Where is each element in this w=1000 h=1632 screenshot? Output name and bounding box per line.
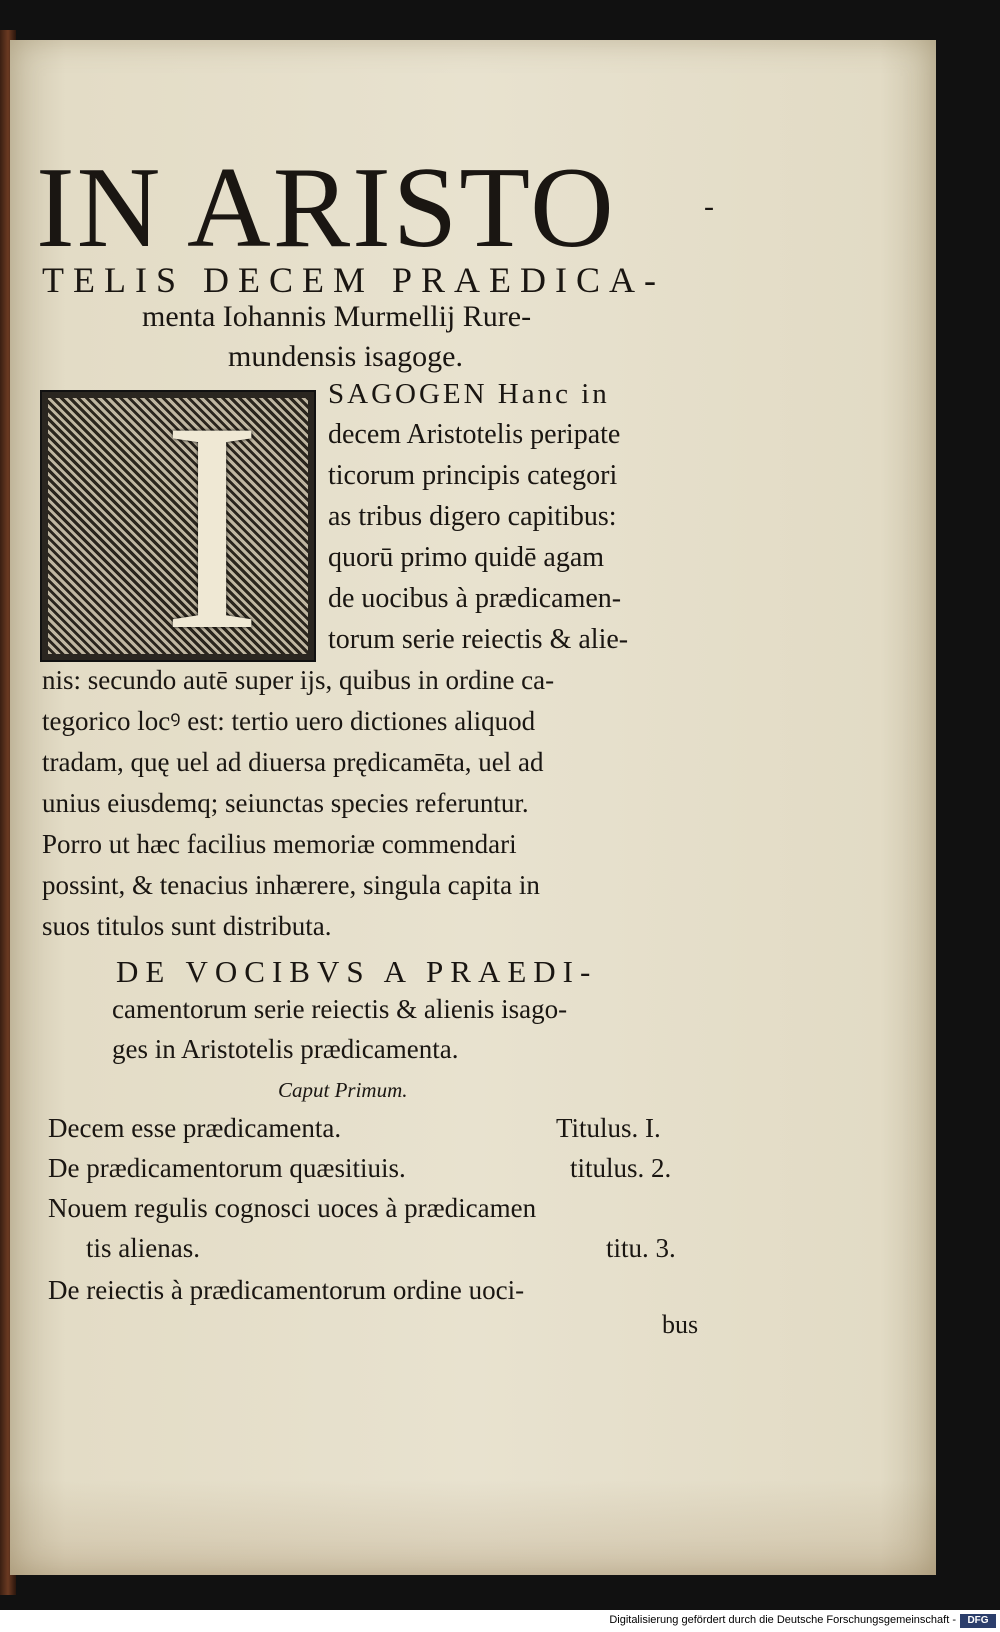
body-line: decem Aristotelis peripate: [328, 419, 621, 450]
body-line: ticorum principis categori: [328, 460, 618, 491]
body-line: Porro ut hæc facilius memoriæ commendari: [42, 829, 517, 859]
title-hyphen: -: [704, 190, 714, 223]
body-line: SAGOGEN Hanc in: [328, 378, 610, 410]
body-line: de uocibus à prædicamen-: [328, 583, 622, 614]
title-line-3: menta Iohannis Murmellij Rure-: [142, 300, 532, 333]
toc-entry: Decem esse prædicamenta.: [48, 1113, 342, 1143]
toc-entry: tis alienas.: [86, 1233, 200, 1263]
toc-entry: De reiectis à prædicamentorum ordine uoci-: [48, 1275, 525, 1305]
toc-ref: titu. 3.: [606, 1233, 676, 1263]
initial-letter: I: [162, 360, 262, 692]
body-line: possint, & tenacius inhærere, singula capita in: [42, 870, 540, 900]
body-line: nis: secundo autē super ijs, quibus in ordine ca-: [42, 665, 555, 695]
body-line: as tribus digero capitibus:: [328, 501, 617, 532]
catchword: bus: [662, 1310, 699, 1339]
title-line-4: mundensis isagoge.: [228, 340, 463, 373]
body-line: quorū primo quidē agam: [328, 542, 605, 573]
toc-ref: Titulus. I.: [556, 1113, 661, 1143]
title-line-2: TELIS DECEM PRAEDICA-: [42, 260, 665, 300]
body-line: unius eiusdemq; seiunctas species referuntur.: [42, 788, 529, 818]
body-line: tegorico locꝰ est: tertio uero dictiones aliquod: [42, 706, 536, 736]
title-line-1: IN ARISTO: [36, 144, 616, 272]
section-heading-line: camentorum serie reiectis & alienis isago-: [112, 994, 568, 1024]
toc-entry: De prædicamentorum quæsitiuis.: [48, 1153, 406, 1183]
body-line: torum serie reiectis & alie-: [328, 624, 629, 655]
digitization-footer: [0, 1610, 1000, 1632]
body-line: suos titulos sunt distributa.: [42, 911, 332, 941]
page-stain: [10, 1480, 936, 1575]
chapter-label: Caput Primum.: [278, 1078, 408, 1102]
toc-ref: titulus. 2.: [570, 1153, 672, 1183]
section-heading-line: ges in Aristotelis prædicamenta.: [112, 1034, 459, 1064]
body-line: tradam, quę uel ad diuersa prędicamēta, uel ad: [42, 747, 544, 777]
dfg-logo: DFG: [960, 1614, 996, 1628]
section-heading: DE VOCIBVS A PRAEDI-: [116, 954, 598, 989]
toc-entry: Nouem regulis cognosci uoces à prædicamen: [48, 1193, 537, 1223]
funding-credit: Digitalisierung gefördert durch die Deutsche Forschungsgemeinschaft -: [609, 1614, 956, 1626]
decorated-initial: [40, 360, 316, 692]
